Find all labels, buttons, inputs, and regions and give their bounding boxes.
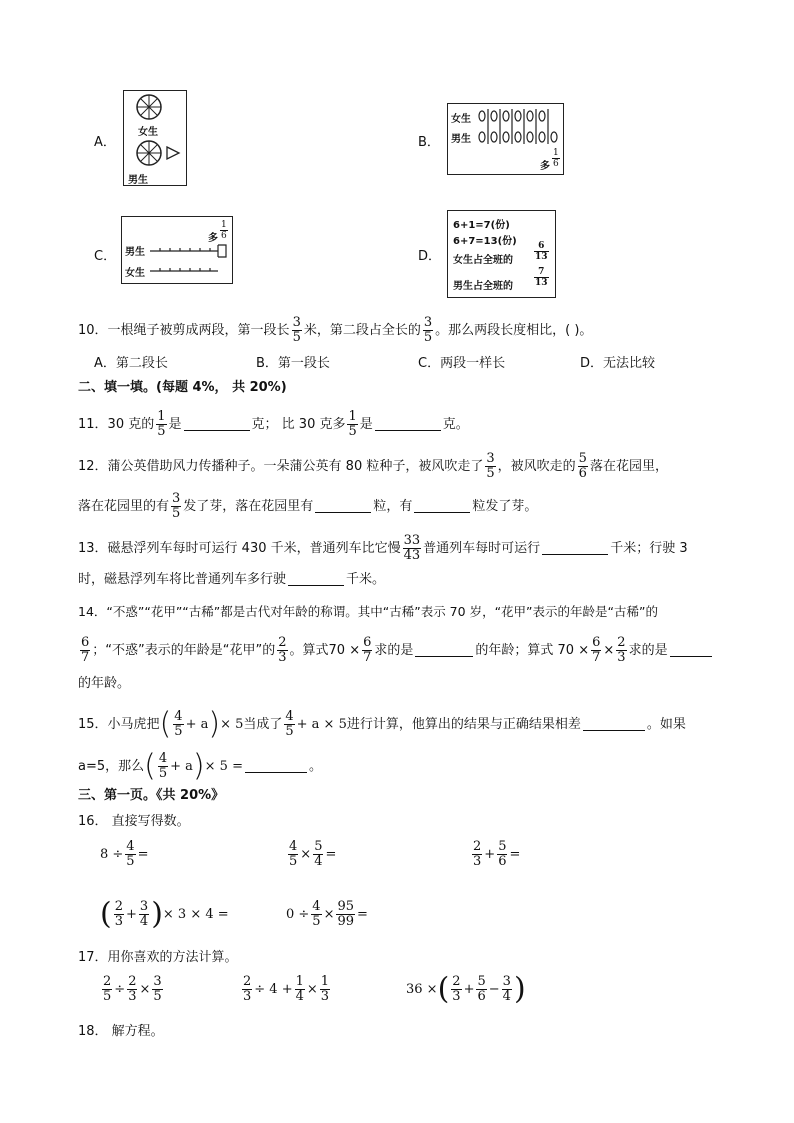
question-12-line-2: 落在花园里的有 $\frac{3}{5}$ 发了芽，落在花园里有 粒，有 粒发了芽。 — [78, 491, 538, 521]
d-line-2: 6+7=13(份) — [453, 236, 517, 247]
option-d-picture — [447, 210, 556, 298]
question-11: 11．30 克的 $\frac{1}{5}$ 是 克； 比 30 克多 $\frac{1}{5}$ 是 克。 — [78, 409, 469, 439]
q17-expr-3: 36 ×( $\frac{2}{3}$ + $\frac{5}{6}$ − $\frac{3}{4}$ ) — [406, 971, 526, 1007]
more-label: 多 — [208, 233, 218, 244]
question-14-line-3: 的年龄。 — [78, 676, 131, 691]
question-13-line-1: 13．磁悬浮列车每时可运行 430 千米，普通列车比它慢 $\frac{33}{43}$ 普通列车每时可运行 千米；行驶 3 — [78, 533, 688, 563]
boy-label: 男生 — [125, 247, 145, 258]
section-2-heading: 二、填一填。(每题 4%， 共 20%) — [78, 380, 287, 395]
option-c-label: C． — [94, 249, 117, 264]
q17-expr-2: $\frac{2}{3}$ ÷ 4 + $\frac{1}{4}$ × $\frac{1}{3}$ — [243, 974, 330, 1004]
q16-expr-1: 8 ÷ $\frac{4}{5}$ = — [100, 839, 149, 869]
question-15-line-2: a=5，那么( $\frac{4}{5}$ + a)× 5 = 。 — [78, 748, 322, 784]
question-13-line-2: 时，磁悬浮列车将比普通列车多行驶 千米。 — [78, 572, 386, 587]
option-d-label: D． — [418, 249, 442, 264]
answer-blank[interactable] — [288, 571, 344, 586]
girl-label: 女生 — [125, 268, 145, 279]
fraction-6-13: $\frac{6}{13}$ — [535, 241, 548, 262]
answer-blank[interactable] — [315, 498, 371, 513]
answer-blank[interactable] — [245, 758, 307, 773]
answer-blank[interactable] — [415, 642, 473, 657]
answer-blank[interactable] — [583, 716, 645, 731]
more-label: 多 — [540, 161, 550, 172]
question-15-line-1: 15．小马虎把( $\frac{4}{5}$ + a)× 5当成了 $\frac{4}{5}$ + a × 5进行计算，他算出的结果与正确结果相差 。如果 — [78, 706, 686, 742]
q10-option-b[interactable]: B．第一段长 — [256, 356, 330, 371]
d-line-4: 男生占全班的 — [453, 281, 513, 292]
option-b-label: B． — [418, 135, 440, 150]
question-14-line-2: $\frac{6}{7}$ ；“不惑”表示的年龄是“花甲”的 $\frac{2}{3}$ 。算式70 × $\frac{6}{7}$ 求的是 的年龄；算式 70 × $\frac{6}{7}$ × $\frac{2}{3}$ 求的是 — [78, 636, 714, 665]
option-c-picture — [121, 216, 233, 284]
line-segment-diagram — [122, 217, 232, 283]
question-18-title: 18． 解方程。 — [78, 1024, 164, 1039]
q10-option-a[interactable]: A．第二段长 — [94, 356, 168, 371]
q16-expr-3: $\frac{2}{3}$ + $\frac{5}{6}$ = — [473, 839, 521, 869]
fraction-one-sixth: $\frac{1}{6}$ — [221, 220, 227, 241]
d-line-3: 女生占全班的 — [453, 255, 513, 266]
option-a-label: A． — [94, 135, 116, 150]
fraction-7-13: $\frac{7}{13}$ — [535, 267, 548, 288]
question-16-title: 16． 直接写得数。 — [78, 814, 190, 829]
option-b-picture — [447, 103, 564, 175]
boy-label: 男生 — [451, 134, 471, 145]
answer-blank[interactable] — [414, 498, 470, 513]
q16-expr-5: 0 ÷ $\frac{4}{5}$ × $\frac{95}{99}$ = — [286, 899, 368, 929]
option-a-picture — [123, 90, 187, 186]
question-17-title: 17．用你喜欢的方法计算。 — [78, 950, 238, 965]
question-10: 10．一根绳子被剪成两段，第一段长 $\frac{3}{5}$ 米，第二段占全长的 $\frac{3}{5}$ 。那么两段长度相比，( )。 — [78, 315, 593, 345]
q16-expr-2: $\frac{4}{5}$ × $\frac{5}{4}$ = — [289, 839, 337, 869]
section-3-heading: 三、第一页。《共 20%》 — [78, 788, 225, 803]
boy-label: 男生 — [128, 175, 148, 186]
answer-blank[interactable] — [670, 642, 712, 657]
q10-option-d[interactable]: D．无法比较 — [580, 356, 656, 371]
q17-expr-1: $\frac{2}{5}$ ÷ $\frac{2}{3}$ × $\frac{3}{5}$ — [103, 974, 162, 1004]
d-line-1: 6+1=7(份) — [453, 220, 510, 231]
question-12-line-1: 12．蒲公英借助风力传播种子。一朵蒲公英有 80 粒种子，被风吹走了 $\frac{3}{5}$ ，被风吹走的 $\frac{5}{6}$ 落在花园里， — [78, 451, 668, 481]
girl-label: 女生 — [451, 114, 471, 125]
answer-blank[interactable] — [184, 416, 250, 431]
q16-expr-4: ( $\frac{2}{3}$ + $\frac{3}{4}$ )× 3 × 4 = — [100, 896, 229, 932]
answer-blank[interactable] — [375, 416, 441, 431]
fraction-one-sixth: $\frac{1}{6}$ — [553, 148, 559, 169]
question-14-line-1: 14．“不惑”“花甲”“古稀”都是古代对年龄的称谓。其中“古稀”表示 70 岁，“花甲”表示的年龄是“古稀”的 — [78, 604, 658, 619]
q10-option-c[interactable]: C．两段一样长 — [418, 356, 506, 371]
girl-label: 女生 — [138, 127, 158, 138]
answer-blank[interactable] — [542, 540, 608, 555]
